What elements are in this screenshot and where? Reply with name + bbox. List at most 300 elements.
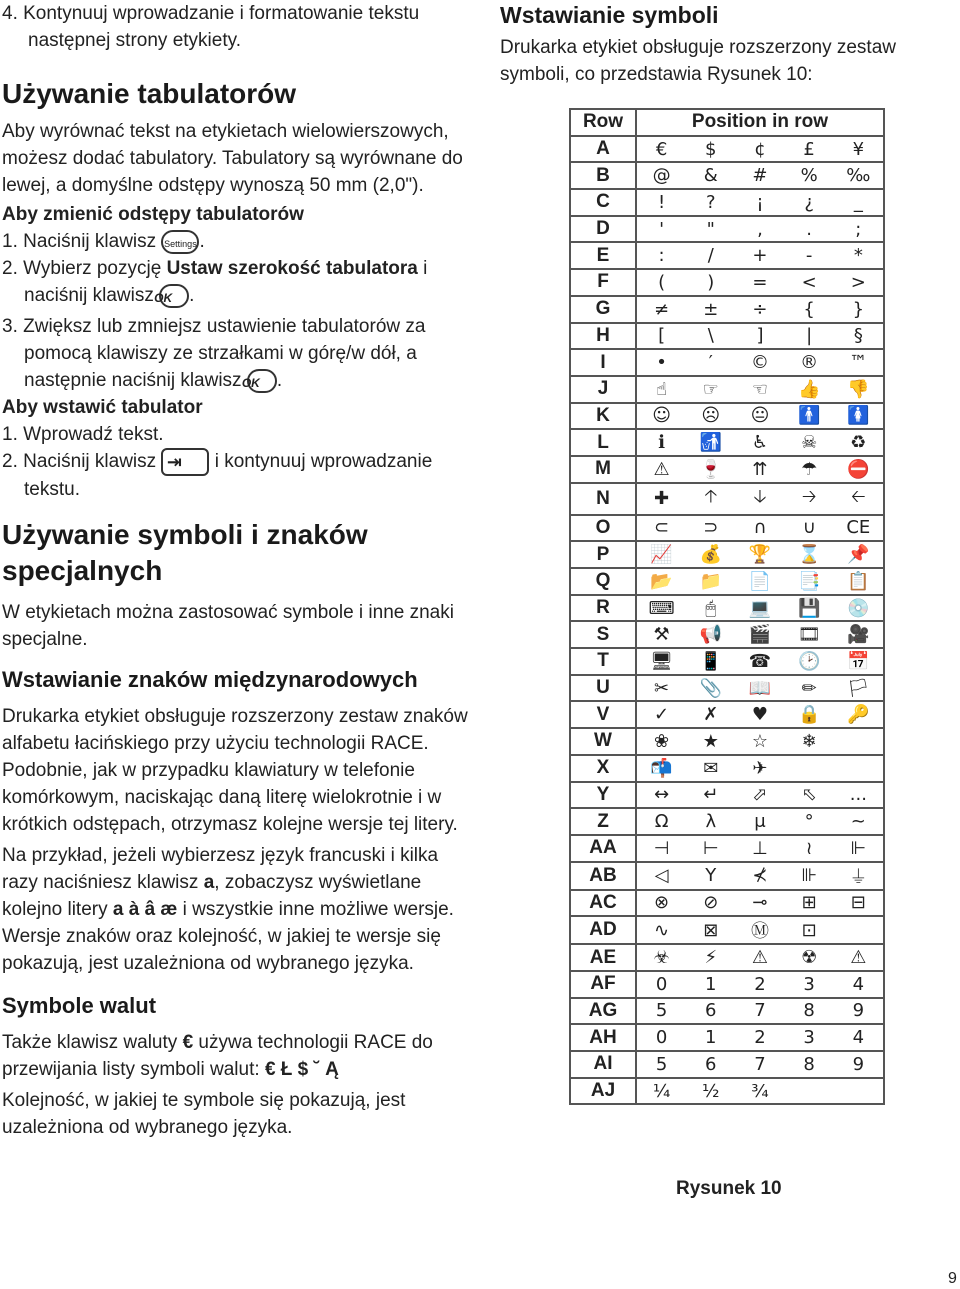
row-label: E: [570, 242, 636, 269]
symbol-cell: ⊠: [703, 919, 719, 941]
table-row: [570, 568, 884, 595]
intl-heading: Wstawianie znaków międzynarodowych: [2, 667, 418, 692]
symbol-cell: .: [806, 218, 813, 240]
row-symbols: [636, 916, 884, 944]
table-row: [570, 429, 884, 456]
symbol-cell: ☎: [748, 650, 772, 672]
row-symbols: [636, 162, 884, 189]
symbol-cell: ✚: [654, 488, 670, 510]
intl-paragraph-2: [2, 842, 472, 977]
symbol-cell: 🎬: [748, 624, 772, 646]
row-symbols: [636, 755, 884, 782]
table-row: [570, 782, 884, 809]
symbol-cell: ©: [750, 352, 769, 374]
symbol-cell: |: [806, 325, 813, 347]
symbol-cell: 💾: [797, 597, 821, 619]
table-row: [570, 648, 884, 675]
symbol-cell: ✉: [703, 757, 719, 779]
symbol-cell: &: [703, 165, 718, 187]
symbol-cell: ✂: [654, 677, 670, 699]
row-symbols: [636, 456, 884, 483]
symbol-cell: 📂: [650, 570, 673, 592]
symbol-cell: :: [658, 245, 665, 267]
row-label: AC: [570, 890, 636, 917]
symbol-cell: CE: [846, 517, 871, 539]
symbol-cell: 1: [705, 1027, 717, 1049]
symbol-cell: 🔒: [797, 704, 821, 726]
left-column: [2, 0, 472, 1141]
symbol-cell: ↔: [654, 784, 670, 806]
table-row: [570, 944, 884, 971]
symbol-cell: Ⓜ: [750, 921, 769, 943]
symbol-cell: [: [658, 325, 666, 347]
symbol-cell: 📑: [797, 570, 821, 592]
symbol-cell: ‰: [846, 165, 871, 187]
row-symbols: [636, 376, 884, 403]
symbol-cell: ;: [855, 218, 862, 240]
table-row: [570, 728, 884, 755]
table-row: [570, 483, 884, 515]
row-label: D: [570, 216, 636, 243]
symbol-cell: 📁: [699, 570, 722, 592]
symbol-cell: ⊘: [703, 892, 719, 914]
row-label: H: [570, 323, 636, 350]
table-row: [570, 1024, 884, 1051]
row-symbols: [636, 1078, 884, 1105]
symbol-cell: ⊩: [850, 837, 867, 859]
symbol-cell: €: [655, 138, 668, 160]
symbol-cell: ¡: [756, 191, 764, 213]
symbol-cell: •: [656, 352, 667, 374]
symbol-cell: 6: [705, 1000, 717, 1022]
symbol-cell: 7: [754, 1000, 766, 1022]
symbol-cell: 🚹: [797, 405, 821, 427]
row-symbols: [636, 242, 884, 269]
symbol-cell: ✏: [801, 677, 817, 699]
symbol-cell: 9: [852, 1000, 865, 1022]
table-row: [570, 621, 884, 648]
figure-caption: Rysunek 10: [676, 1178, 782, 1199]
symbol-cell: ♥: [751, 704, 769, 726]
ok-key-icon: OK: [247, 369, 277, 393]
row-symbols: [636, 189, 884, 216]
intl-paragraph-1: Drukarka etykiet obsługuje rozszerzony zestaw znaków alfabetu łacińskiego przy użyciu technologii RACE. Podobnie, jak w przypadku klawiatury w telefonie komórkowym, naciskając daną literę wielokrotnie i w krótkich odstępach, otrzymasz kolejne wersje tej litery.: [2, 706, 468, 835]
symbol-cell: ¾: [751, 1080, 769, 1102]
symbol-cell: 💻: [748, 597, 772, 619]
row-symbols: [636, 269, 884, 296]
symbol-cell: ): [707, 271, 715, 293]
symbol-cell: ¼: [652, 1080, 671, 1102]
symbol-cell: ☝: [656, 378, 668, 400]
symbol-cell: ♻: [850, 432, 867, 454]
table-row: [570, 515, 884, 542]
row-symbols: [636, 944, 884, 971]
insert-step2: [2, 448, 472, 503]
symbol-cell: 💿: [847, 597, 870, 619]
symbol-cell: /: [707, 245, 714, 267]
symbol-cell: ℹ: [658, 432, 666, 454]
symbol-cell: <: [801, 271, 817, 293]
symbol-cell: ☞: [702, 378, 719, 400]
tab-key-icon: ⇥: [161, 448, 209, 476]
symbol-cell: ⊥: [752, 837, 768, 859]
symbol-cell: 🡠: [851, 485, 866, 507]
row-label: U: [570, 675, 636, 702]
row-symbols: [636, 835, 884, 862]
tabs-heading: Używanie tabulatorów: [2, 78, 297, 109]
euro-key: €: [182, 1032, 194, 1053]
symbol-cell: ✈: [752, 757, 768, 779]
symbol-cell: 4: [852, 973, 865, 995]
symbol-cell: 0: [655, 973, 668, 995]
row-symbols: [636, 782, 884, 809]
symbol-cell: ❄: [801, 730, 817, 752]
table-row: [570, 862, 884, 890]
row-label: M: [570, 456, 636, 483]
table-row: [570, 136, 884, 163]
symbol-cell: ⏚: [849, 866, 868, 888]
table-row: [570, 242, 884, 269]
row-label: AG: [570, 998, 636, 1025]
insert-tab-heading: Aby wstawić tabulator: [2, 397, 203, 418]
intl-p2-pre: Na przykład, jeżeli wybierzesz język francuski i kilka razy naciśniesz klawisz: [2, 845, 439, 893]
table-row: [570, 808, 884, 835]
symbol-cell: ¥: [852, 138, 865, 160]
symbol-cell: ¿: [804, 191, 814, 213]
symbol-cell: 😐: [750, 405, 770, 427]
symbol-cell: 📋: [847, 570, 870, 592]
symbol-cell: 📬: [650, 757, 673, 779]
symbol-cell: 🔑: [847, 704, 870, 726]
symbol-cell: 🖥: [650, 650, 674, 672]
step2: 2. Wybierz pozycję Ustaw szerokość tabulatora i naciśnij klawisz OK .: [2, 258, 428, 306]
row-symbols: [636, 1051, 884, 1078]
row-label: Y: [570, 782, 636, 809]
row-symbols: [636, 323, 884, 350]
row-label: AJ: [570, 1078, 636, 1105]
row-symbols: [636, 1024, 884, 1051]
row-symbols: [636, 595, 884, 622]
row-label: W: [570, 728, 636, 755]
symbol-cell: 3: [803, 973, 815, 995]
insert-step2-post: i kontynuuj wprowadzanie tekstu.: [24, 451, 433, 500]
step3-text: 3. Zwiększ lub zmniejsz ustawienie tabulatorów za pomocą klawiszy ze strzałkami w górę/w dół, a następnie naciśnij klawisz: [2, 316, 426, 391]
symbol-cell: ⬁: [801, 784, 817, 806]
symbol-cell: ☠: [801, 432, 818, 454]
symbols-heading: Wstawianie symboli: [500, 2, 719, 28]
row-symbols: [636, 648, 884, 675]
row-label: C: [570, 189, 636, 216]
symbol-cell: ☆: [751, 730, 769, 752]
special-heading: Używanie symboli i znaków specjalnych: [2, 519, 368, 586]
symbol-cell: ⊪: [801, 865, 817, 887]
row-label: AF: [570, 971, 636, 998]
symbol-cell: £: [803, 138, 815, 160]
symbol-cell: ⊡: [801, 919, 817, 941]
symbol-cell: ¢: [754, 138, 766, 160]
row-symbols: [636, 890, 884, 917]
row-label: N: [570, 483, 636, 515]
symbol-cell: ': [659, 218, 665, 240]
row-label: AI: [570, 1051, 636, 1078]
symbol-cell: 5: [655, 1000, 668, 1022]
symbol-cell: ?: [706, 191, 716, 213]
symbol-cell: ∪: [802, 517, 816, 539]
symbol-cell: $: [705, 138, 717, 160]
table-row: [570, 216, 884, 243]
table-row: [570, 1078, 884, 1105]
row-label: AE: [570, 944, 636, 971]
symbol-cell: 🍷: [699, 458, 722, 480]
change-spacing-heading: Aby zmienić odstępy tabulatorów: [2, 204, 304, 225]
row-symbols: [636, 515, 884, 542]
currency-paragraph-1: [2, 1029, 472, 1083]
row-symbols: [636, 728, 884, 755]
table-row: [570, 701, 884, 728]
row-label: P: [570, 541, 636, 568]
row-label: AA: [570, 835, 636, 862]
symbol-cell: 📎: [699, 677, 722, 699]
tabs-intro: Aby wyrównać tekst na etykietach wielowierszowych, możesz dodać tabulatory. Tabulatory są wyrównane do lewej, a domyślne odstępy wynoszą 50 mm (2,0").: [2, 121, 463, 196]
symbol-cell: 🡢: [801, 485, 817, 507]
symbol-cell: ⇈: [752, 458, 768, 480]
symbol-cell: ◁: [654, 865, 669, 887]
symbol-cell: 🚺: [847, 405, 870, 427]
symbol-cell: 👎: [847, 378, 870, 400]
symbol-cell: ⚠: [751, 947, 769, 969]
symbol-cell: 🡡: [704, 485, 718, 507]
symbol-cell: ⊟: [850, 892, 866, 914]
symbol-cell: }: [852, 298, 865, 320]
table-header-row: [570, 109, 884, 136]
symbol-cell: 2: [754, 973, 766, 995]
symbol-cell: *: [853, 245, 863, 267]
row-symbols: [636, 296, 884, 323]
symbol-cell: Ω: [654, 811, 669, 833]
symbol-cell: ⌨: [648, 597, 675, 619]
row-symbols: [636, 216, 884, 243]
intl-p2-mid: , zobaczysz wyświetlane kolejno litery: [2, 872, 422, 920]
table-row: [570, 998, 884, 1025]
symbol-cell: ]: [756, 325, 764, 347]
symbol-cell: ↵: [703, 784, 719, 806]
row-symbols: [636, 568, 884, 595]
symbol-cell: @: [652, 165, 671, 187]
symbol-cell: ⚡: [704, 947, 718, 969]
symbol-cell: ∿: [654, 919, 670, 941]
symbol-cell: ⊂: [654, 517, 670, 539]
step2-post: i naciśnij klawisz: [24, 258, 428, 306]
symbol-cell: ★: [702, 730, 719, 752]
symbol-cell: ⚒: [653, 624, 670, 646]
symbol-cell: \: [707, 325, 714, 347]
symbol-cell: !: [657, 191, 666, 213]
symbol-cell: 0: [655, 1027, 668, 1049]
symbol-cell: _: [853, 191, 863, 213]
row-label: F: [570, 269, 636, 296]
symbol-cell: 📖: [748, 677, 772, 699]
symbol-cell: ...: [849, 784, 867, 806]
symbol-cell: 🎥: [847, 624, 870, 646]
intl-p2-key: a: [203, 872, 215, 893]
row-label: T: [570, 648, 636, 675]
table-row: [570, 296, 884, 323]
step1: 1. Naciśnij klawisz Settings .: [2, 231, 205, 252]
table-row: [570, 755, 884, 782]
symbol-cell: ½: [702, 1080, 720, 1102]
symbol-cell: §: [853, 325, 863, 347]
symbol-cell: {: [803, 298, 815, 320]
symbol-cell: 🚮: [699, 432, 722, 454]
row-label: V: [570, 701, 636, 728]
symbol-cell: 📅: [847, 650, 870, 672]
symbol-cell: ,: [757, 218, 763, 240]
symbol-cell: ⬀: [752, 784, 768, 806]
symbol-cell: ☜: [751, 378, 769, 400]
row-label: L: [570, 429, 636, 456]
step4-text: 4. Kontynuuj wprowadzanie i formatowanie tekstu następnej strony etykiety.: [2, 3, 420, 51]
symbol-cell: ⊢: [702, 837, 719, 859]
symbol-cell: =: [752, 271, 768, 293]
symbol-cell: 2: [754, 1027, 766, 1049]
row-label: B: [570, 162, 636, 189]
symbol-cell: 4: [852, 1027, 865, 1049]
symbol-cell: 📈: [650, 544, 673, 566]
header-row-label: Row: [570, 109, 636, 136]
symbol-cell: ⚠: [653, 458, 670, 480]
symbol-cell: ′: [708, 352, 713, 374]
symbol-cell: ≠: [654, 298, 670, 320]
row-label: S: [570, 621, 636, 648]
table-row: [570, 916, 884, 944]
symbol-cell: ⚠: [850, 947, 867, 969]
symbol-cell: #: [752, 165, 768, 187]
row-symbols: [636, 483, 884, 515]
symbol-cell: ⌛: [797, 544, 821, 566]
row-symbols: [636, 136, 884, 163]
row-symbols: [636, 808, 884, 835]
table-row: [570, 323, 884, 350]
symbol-cell: ☣: [653, 947, 670, 969]
symbol-cell: 1: [705, 973, 717, 995]
page-number: 9: [948, 1270, 957, 1287]
symbol-cell: ⛔: [847, 458, 870, 480]
row-symbols: [636, 621, 884, 648]
symbol-cell: ™: [849, 352, 868, 374]
symbol-cell: ☂: [801, 458, 818, 480]
symbol-cell: 🖱: [705, 597, 717, 619]
step3: 3. Zwiększ lub zmniejsz ustawienie tabulatorów za pomocą klawiszy ze strzałkami w górę/w dół, a następnie naciśnij klawisz OK .: [2, 316, 426, 391]
table-row: [570, 675, 884, 702]
row-label: O: [570, 515, 636, 542]
header-position-label: Position in row: [636, 109, 884, 136]
symbol-cell: ⊃: [703, 517, 719, 539]
symbol-cell: 🎞: [797, 624, 821, 646]
row-label: I: [570, 349, 636, 376]
currency-paragraph-2: Kolejność, w jakiej te symbole się pokazują, jest uzależniona od wybranego języka.: [2, 1090, 406, 1138]
currency-list: € Ł $ ˘ Ą: [264, 1059, 339, 1080]
table-row: [570, 403, 884, 430]
step2-text: 2. Wybierz pozycję: [2, 258, 162, 279]
symbol-cell: 📱: [699, 650, 722, 672]
symbol-cell: 🏆: [748, 544, 772, 566]
symbol-cell: 🡣: [753, 485, 767, 507]
symbol-cell: 🏳: [846, 677, 870, 699]
symbol-cell: 8: [803, 1053, 815, 1075]
symbol-cell: ®: [800, 352, 819, 374]
row-label: G: [570, 296, 636, 323]
symbol-cell: 6: [705, 1053, 717, 1075]
symbol-cell: ☺: [652, 405, 671, 427]
row-symbols: [636, 862, 884, 890]
symbol-cell: ÷: [752, 298, 768, 320]
symbol-cell: ⊸: [752, 892, 768, 914]
symbol-cell: ": [706, 218, 715, 240]
symbol-cell: ✓: [654, 704, 670, 726]
symbol-cell: 💰: [699, 544, 722, 566]
special-intro: W etykietach można zastosować symbole i inne znaki specjalne.: [2, 602, 454, 650]
table-row: [570, 971, 884, 998]
row-label: AD: [570, 916, 636, 944]
symbol-cell: λ: [705, 811, 717, 833]
symbol-cell: ✗: [703, 704, 719, 726]
currency-p1-pre: Także klawisz waluty: [2, 1032, 178, 1053]
symbol-cell: %: [800, 165, 818, 187]
symbol-cell: ⊗: [654, 892, 670, 914]
table-row: [570, 162, 884, 189]
symbol-cell: ❀: [654, 730, 670, 752]
symbol-cell: 9: [852, 1053, 865, 1075]
insert-step1: 1. Wprowadź tekst.: [2, 424, 164, 445]
symbols-table: [569, 108, 885, 1105]
table-row: [570, 376, 884, 403]
symbol-cell: °: [804, 811, 814, 833]
row-label: J: [570, 376, 636, 403]
symbol-cell: 5: [655, 1053, 668, 1075]
row-label: K: [570, 403, 636, 430]
symbol-cell: 🕑: [797, 650, 821, 672]
row-label: X: [570, 755, 636, 782]
symbol-cell: ⊣: [653, 837, 670, 859]
row-symbols: [636, 349, 884, 376]
right-column: [500, 0, 940, 88]
symbol-cell: +: [752, 245, 768, 267]
row-symbols: [636, 675, 884, 702]
symbol-cell: ☹: [701, 405, 721, 427]
settings-key-icon: Settings: [161, 230, 199, 254]
row-symbols: [636, 429, 884, 456]
row-symbols: [636, 998, 884, 1025]
step2-option: Ustaw szerokość tabulatora: [166, 258, 418, 279]
table-row: [570, 1051, 884, 1078]
symbol-cell: -: [805, 245, 813, 267]
table-row: [570, 595, 884, 622]
symbol-cell: μ: [754, 811, 766, 833]
row-label: AH: [570, 1024, 636, 1051]
row-label: Q: [570, 568, 636, 595]
insert-step2-text: 2. Naciśnij klawisz: [2, 451, 157, 473]
row-label: A: [570, 136, 636, 163]
symbol-cell: >: [850, 271, 866, 293]
symbol-cell: 📌: [847, 544, 870, 566]
symbol-cell: ⊞: [801, 892, 817, 914]
symbol-cell: 7: [754, 1053, 766, 1075]
row-label: R: [570, 595, 636, 622]
row-label: AB: [570, 862, 636, 890]
table-row: [570, 890, 884, 917]
row-symbols: [636, 971, 884, 998]
intl-p2-letters: a à â æ: [112, 899, 178, 920]
